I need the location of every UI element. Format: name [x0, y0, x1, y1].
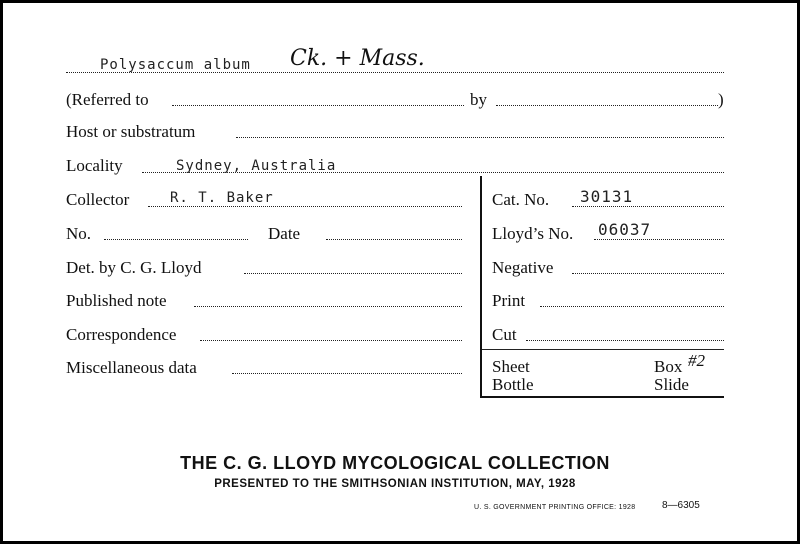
lloyds-no-label: Lloyd’s No. [492, 224, 574, 243]
host-label: Host or substratum [66, 122, 196, 141]
close-paren: ) [718, 90, 724, 109]
no-label: No. [66, 224, 92, 243]
collection-title: THE C. G. LLOYD MYCOLOGICAL COLLECTION [180, 453, 610, 473]
negative-label: Negative [492, 258, 554, 277]
date-line [326, 239, 462, 240]
published-note-line [194, 306, 462, 307]
lloyds-no-line [594, 239, 724, 240]
printing-office-note: U. S. GOVERNMENT PRINTING OFFICE: 1928 [474, 504, 636, 511]
cut-label: Cut [492, 325, 517, 344]
by-line [496, 105, 718, 106]
species-typed-name: Polysaccum album [100, 57, 251, 73]
slide-label: Slide [654, 375, 689, 394]
locality-label: Locality [66, 156, 123, 175]
det-by-label: Det. by C. G. Lloyd [66, 258, 202, 277]
by-label: by [470, 90, 487, 109]
referred-to-label: (Referred to [66, 90, 149, 109]
cat-no-value: 30131 [580, 187, 634, 206]
card-top-border [0, 0, 800, 3]
print-line [540, 306, 724, 307]
form-number: 8—6305 [662, 500, 700, 511]
misc-data-line [232, 373, 462, 374]
host-line [236, 137, 724, 138]
collection-subtitle: PRESENTED TO THE SMITHSONIAN INSTITUTION, MAY, 1928 [214, 478, 576, 490]
print-label: Print [492, 291, 526, 310]
cut-solid-line [482, 349, 724, 350]
cat-no-line [572, 206, 724, 207]
no-line [104, 239, 248, 240]
sheet-label: Sheet [492, 357, 530, 376]
misc-data-label: Miscellaneous data [66, 358, 197, 377]
cut-line [526, 340, 724, 341]
correspondence-line [200, 340, 462, 341]
referred-to-line [172, 105, 464, 106]
lloyds-no-value: 06037 [598, 220, 652, 239]
box-label: Box [654, 357, 683, 376]
box-value-handwritten: #2 [688, 351, 705, 370]
collector-value: R. T. Baker [170, 190, 274, 206]
locality-value: Sydney, Australia [176, 158, 337, 174]
species-author-handwritten: Ck. + Mass. [290, 46, 425, 71]
det-by-line [244, 273, 462, 274]
published-note-label: Published note [66, 291, 167, 310]
collector-line [148, 206, 462, 207]
date-label: Date [268, 224, 301, 243]
cat-no-label: Cat. No. [492, 190, 550, 209]
collector-label: Collector [66, 190, 130, 209]
negative-line [572, 273, 724, 274]
bottle-label: Bottle [492, 375, 534, 394]
correspondence-label: Correspondence [66, 325, 177, 344]
